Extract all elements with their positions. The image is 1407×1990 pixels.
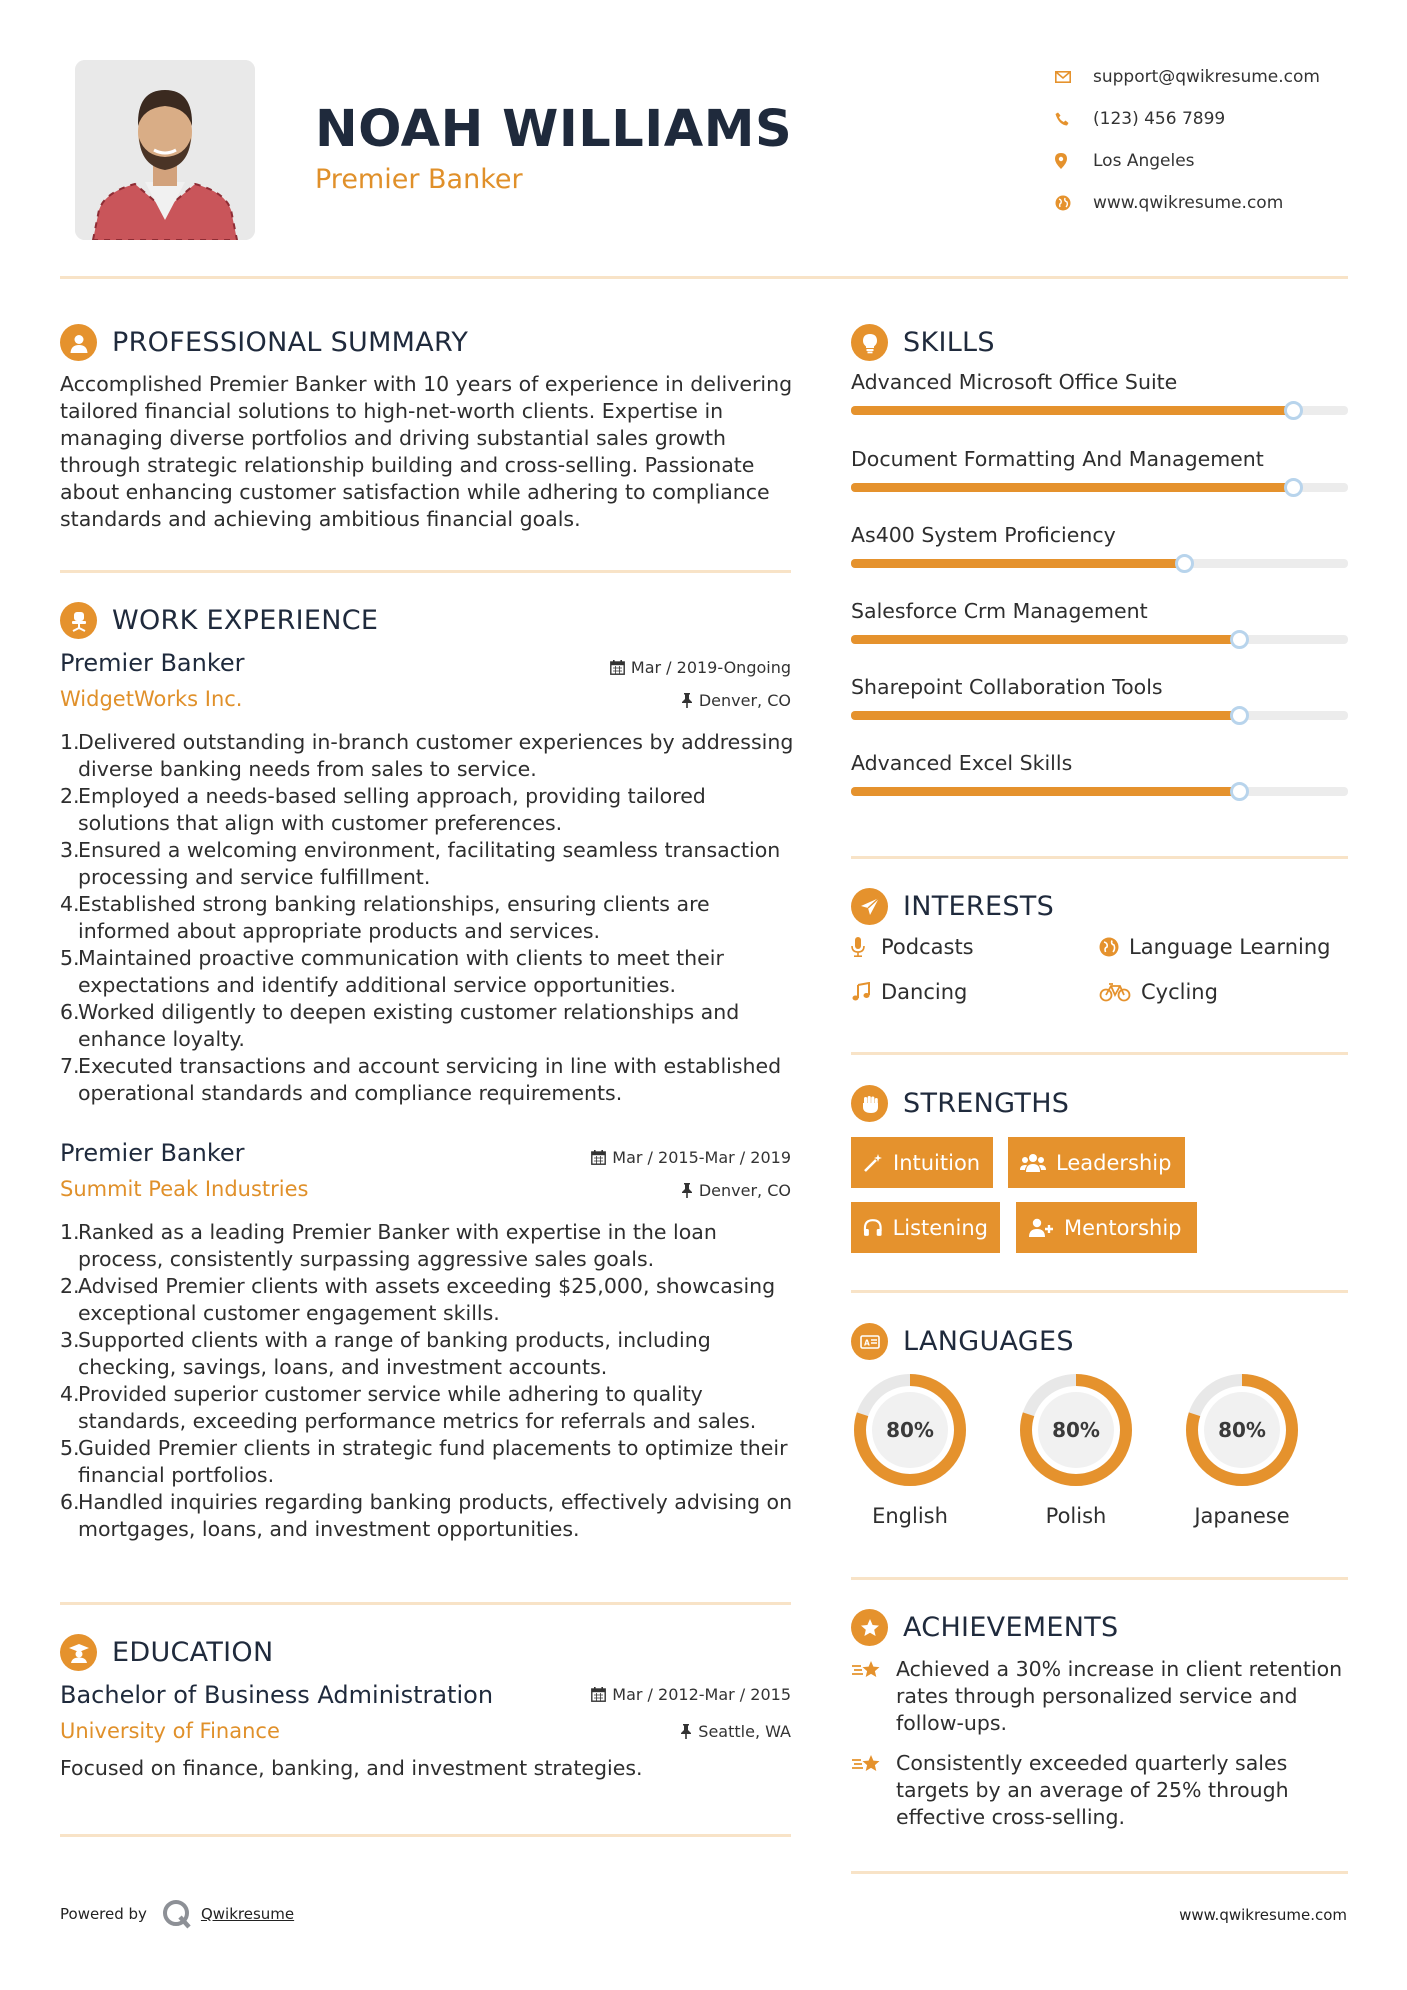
skills-heading <box>851 324 995 361</box>
strength-label: Intuition <box>893 1150 981 1175</box>
language-name: Japanese <box>1194 1504 1290 1528</box>
powered-by-text: Powered by <box>60 1905 147 1923</box>
job-2-date-text: Mar / 2015-Mar / 2019 <box>612 1148 791 1167</box>
degree-title: Bachelor of Business Administration <box>60 1681 494 1709</box>
strength-label: Listening <box>892 1215 988 1240</box>
skill-bar-fill <box>851 483 1293 492</box>
language-percent: 80% <box>886 1418 934 1442</box>
achievement-item <box>851 1656 1351 1737</box>
list-item: 7. Executed transactions and account servicing in line with established operational standards and compliance requirements. <box>60 1054 782 1105</box>
paper-plane-icon <box>851 888 888 925</box>
skill-bar-track <box>851 559 1348 568</box>
skill-item <box>851 370 1348 415</box>
skill-label: Sharepoint Collaboration Tools <box>851 675 1163 699</box>
office-chair-icon <box>60 602 97 639</box>
job-1-date-text: Mar / 2019-Ongoing <box>630 658 791 677</box>
email-icon <box>1055 67 1093 87</box>
skill-label: Document Formatting And Management <box>851 447 1264 471</box>
microphone-icon <box>851 937 881 957</box>
shooting-star-icon <box>851 1656 896 1737</box>
list-item: 4. Established strong banking relationships, ensuring clients are informed about appropriate products and services. <box>60 892 710 943</box>
job-2-company: Summit Peak Industries <box>60 1177 309 1201</box>
list-item: 4. Provided superior customer service while adhering to quality standards, exceeding performance metrics for referrals and sales. <box>60 1382 757 1433</box>
contact-website[interactable] <box>1055 182 1320 224</box>
interests-heading <box>851 888 1054 925</box>
headphones-icon <box>863 1218 883 1238</box>
website-text: www.qwikresume.com <box>1093 193 1284 213</box>
languages-heading <box>851 1323 1074 1360</box>
skill-bar-track <box>851 483 1348 492</box>
skill-bar-knob <box>1284 478 1303 497</box>
work-heading <box>60 602 378 639</box>
work-divider <box>60 1602 791 1605</box>
summary-divider <box>60 570 791 573</box>
location-text: Los Angeles <box>1093 151 1195 171</box>
skill-bar-knob <box>1175 554 1194 573</box>
interest-label: Language Learning <box>1129 935 1331 959</box>
strengths-title: STRENGTHS <box>903 1088 1070 1119</box>
achievement-text: Achieved a 30% increase in client retention rates through personalized service and follow-ups. <box>896 1657 1343 1735</box>
language-percent: 80% <box>1052 1418 1100 1442</box>
skill-bar-fill <box>851 787 1239 796</box>
header-divider <box>60 276 1348 279</box>
skill-bar-knob <box>1230 706 1249 725</box>
skill-item <box>851 523 1348 568</box>
language-ring-english <box>849 1369 971 1491</box>
email-text: support@qwikresume.com <box>1093 67 1320 87</box>
job-1-responsibilities <box>60 729 800 1107</box>
interests-title: INTERESTS <box>903 891 1055 922</box>
education-description: Focused on finance, banking, and investment strategies. <box>60 1756 643 1780</box>
globe-icon <box>1055 193 1093 213</box>
language-percent: 80% <box>1218 1418 1266 1442</box>
strength-chip-listening <box>851 1202 1000 1253</box>
strengths-divider <box>851 1290 1348 1293</box>
list-item: 2. Employed a needs-based selling approach, providing tailored solutions that align with customer preferences. <box>60 784 706 835</box>
calendar-icon <box>591 1150 606 1165</box>
music-note-icon <box>851 982 881 1002</box>
shooting-star-icon <box>851 1750 896 1831</box>
phone-icon <box>1055 109 1093 129</box>
achievements-title: ACHIEVEMENTS <box>903 1612 1119 1643</box>
profile-photo <box>75 60 255 240</box>
strength-label: Mentorship <box>1064 1215 1182 1240</box>
skill-bar-fill <box>851 635 1239 644</box>
footer-website[interactable]: www.qwikresume.com <box>1179 1906 1347 1924</box>
list-item: 5. Guided Premier clients in strategic fund placements to optimize their financial portfolios. <box>60 1436 788 1487</box>
calendar-icon <box>610 660 625 675</box>
interest-label: Dancing <box>881 980 968 1004</box>
education-date <box>591 1685 791 1704</box>
skill-bar-track <box>851 711 1348 720</box>
candidate-title: Premier Banker <box>315 164 523 195</box>
graduate-icon <box>60 1634 97 1671</box>
strengths-heading <box>851 1085 1069 1122</box>
globe-icon <box>1099 937 1129 957</box>
list-item: 3. Supported clients with a range of banking products, including checking, savings, loans, and investment accounts. <box>60 1328 711 1379</box>
interest-label: Podcasts <box>881 935 974 959</box>
interest-label: Cycling <box>1141 980 1218 1004</box>
languages-title: LANGUAGES <box>903 1326 1074 1357</box>
list-item: 6. Handled inquiries regarding banking products, effectively advising on mortgages, loans, and investment opportunities. <box>60 1490 793 1541</box>
skill-bar-track <box>851 406 1348 415</box>
list-item: 5. Maintained proactive communication with clients to meet their expectations and identify additional service opportunities. <box>60 946 724 997</box>
language-name: English <box>872 1504 948 1528</box>
interests-divider <box>851 1052 1348 1055</box>
interest-dancing <box>851 980 967 1004</box>
job-2-location-text: Denver, CO <box>698 1181 791 1200</box>
education-heading <box>60 1634 273 1671</box>
work-title: WORK EXPERIENCE <box>112 605 379 636</box>
svg-text:A: A <box>863 1338 870 1347</box>
language-card-icon <box>851 1323 888 1360</box>
education-date-text: Mar / 2012-Mar / 2015 <box>612 1685 791 1704</box>
education-location <box>680 1722 791 1741</box>
skill-label: As400 System Proficiency <box>851 523 1116 547</box>
interest-podcasts <box>851 935 974 959</box>
skill-item <box>851 599 1348 644</box>
contact-phone[interactable] <box>1055 98 1320 140</box>
strength-label: Leadership <box>1056 1150 1172 1175</box>
achievement-text: Consistently exceeded quarterly sales targets by an average of 25% through effective cross-selling. <box>896 1751 1289 1829</box>
skill-label: Salesforce Crm Management <box>851 599 1148 623</box>
job-2-location <box>681 1181 791 1200</box>
job-2-responsibilities <box>60 1219 800 1543</box>
skill-bar-track <box>851 787 1348 796</box>
job-2-date <box>591 1148 791 1167</box>
job-1-date <box>610 658 791 677</box>
education-location-text: Seattle, WA <box>698 1722 791 1741</box>
skills-title: SKILLS <box>903 327 995 358</box>
interest-language-learning <box>1099 935 1330 959</box>
user-icon <box>60 324 97 361</box>
user-plus-icon <box>1028 1218 1054 1238</box>
strength-chip-intuition <box>851 1137 993 1188</box>
skill-label: Advanced Microsoft Office Suite <box>851 370 1178 394</box>
pushpin-icon <box>681 693 693 708</box>
skill-bar-track <box>851 635 1348 644</box>
skills-divider <box>851 856 1348 859</box>
skill-item <box>851 675 1348 720</box>
language-ring-japanese <box>1181 1369 1303 1491</box>
job-1-company: WidgetWorks Inc. <box>60 687 243 711</box>
skill-bar-knob <box>1284 401 1303 420</box>
qwikresume-logo-icon <box>161 1898 193 1930</box>
job-1-location-text: Denver, CO <box>698 691 791 710</box>
education-title: EDUCATION <box>112 1637 274 1668</box>
users-icon <box>1020 1153 1046 1173</box>
qwikresume-link[interactable]: Qwikresume <box>200 1905 295 1923</box>
skill-item <box>851 447 1348 492</box>
job-1-title: Premier Banker <box>60 649 245 677</box>
skill-bar-knob <box>1230 630 1249 649</box>
job-1-location <box>681 691 791 710</box>
location-pin-icon <box>1055 151 1093 171</box>
star-badge-icon <box>851 1609 888 1646</box>
list-item: 6. Worked diligently to deepen existing customer relationships and enhance loyalty. <box>60 1000 740 1051</box>
job-2-title: Premier Banker <box>60 1139 245 1167</box>
lightbulb-icon <box>851 324 888 361</box>
fist-icon <box>851 1085 888 1122</box>
language-ring-polish <box>1015 1369 1137 1491</box>
language-name: Polish <box>1045 1504 1107 1528</box>
interest-cycling <box>1099 980 1218 1004</box>
candidate-name: NOAH WILLIAMS <box>315 100 793 159</box>
magic-wand-icon <box>863 1153 883 1173</box>
pushpin-icon <box>681 1183 693 1198</box>
list-item: 3. Ensured a welcoming environment, facilitating seamless transaction processing and service fulfillment. <box>60 838 781 889</box>
skill-bar-fill <box>851 559 1184 568</box>
skill-item <box>851 751 1348 796</box>
summary-text: Accomplished Premier Banker with 10 years of experience in delivering tailored financial solutions to high-net-worth clients. Expertise in managing diverse portfolios and driving substantial sales growth through strategic relationship building and cross-selling. Passionate about enhancing customer satisfaction while adhering to compliance standards and achieving ambitious financial goals. <box>60 372 793 531</box>
achievement-item <box>851 1750 1351 1831</box>
contact-list <box>1055 56 1320 224</box>
list-item: 2. Advised Premier clients with assets exceeding $25,000, showcasing exceptional customer engagement skills. <box>60 1274 776 1325</box>
education-divider <box>60 1834 791 1837</box>
summary-heading <box>60 324 468 361</box>
achievements-heading <box>851 1609 1119 1646</box>
strength-chip-mentorship <box>1016 1202 1197 1253</box>
summary-title: PROFESSIONAL SUMMARY <box>112 327 469 358</box>
bicycle-icon <box>1099 982 1141 1002</box>
skill-bar-knob <box>1230 782 1249 801</box>
list-item: 1. Ranked as a leading Premier Banker with expertise in the loan process, consistently surpassing aggressive sales goals. <box>60 1220 717 1271</box>
pushpin-icon <box>680 1724 692 1739</box>
skill-label: Advanced Excel Skills <box>851 751 1073 775</box>
list-item: 1. Delivered outstanding in-branch customer experiences by addressing diverse banking needs from sales to service. <box>60 730 794 781</box>
skill-bar-fill <box>851 711 1239 720</box>
school-name: University of Finance <box>60 1719 280 1743</box>
achievements-divider <box>851 1871 1348 1874</box>
calendar-icon <box>591 1687 606 1702</box>
phone-text: (123) 456 7899 <box>1093 109 1226 129</box>
footer-powered-by <box>60 1898 294 1930</box>
languages-divider <box>851 1577 1348 1580</box>
contact-email[interactable] <box>1055 56 1320 98</box>
contact-location <box>1055 140 1320 182</box>
strength-chip-leadership <box>1008 1137 1185 1188</box>
skill-bar-fill <box>851 406 1293 415</box>
